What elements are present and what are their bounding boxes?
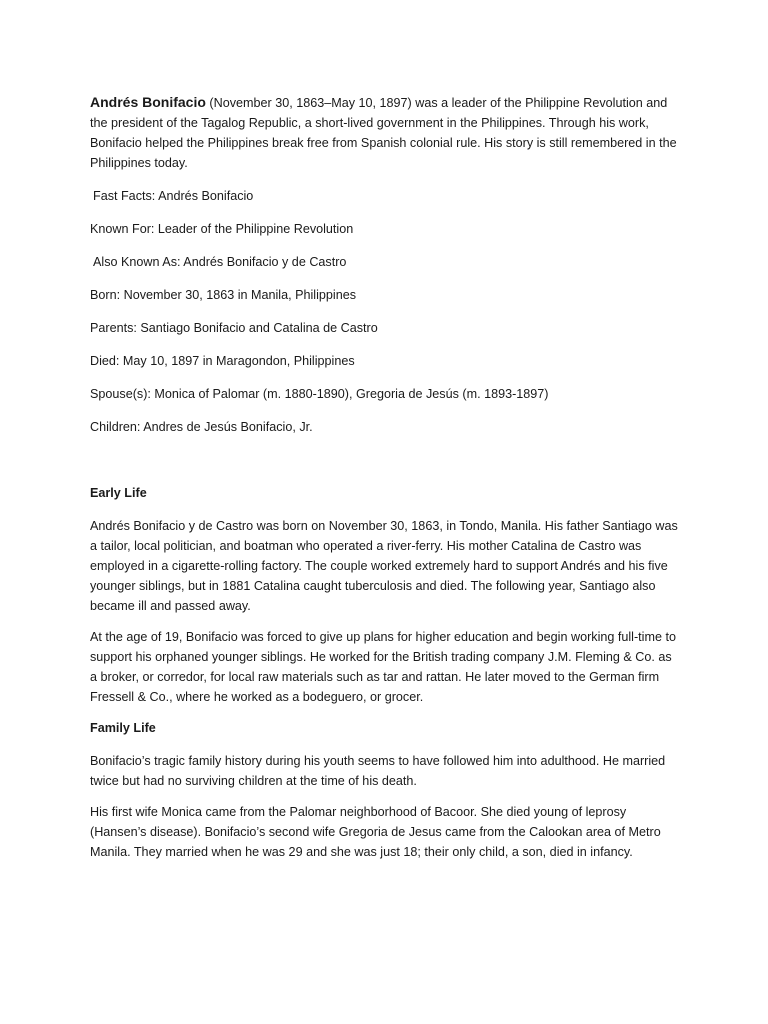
intro-text: (November 30, 1863–May 10, 1897) was a leader of the Philippine Revolution and the president of the Tagalog Republic, a short-lived government in the Philippines. Through his work, Bonifacio helped the Philippines break free from Spanish colonial rule. His story is still remembered in the Philippines today. bbox=[90, 96, 677, 170]
fact-known-for: Known For: Leader of the Philippine Revolution bbox=[90, 222, 354, 236]
heading-family-life: Family Life bbox=[90, 721, 156, 735]
section-spacer bbox=[90, 450, 680, 483]
fact-children: Children: Andres de Jesús Bonifacio, Jr. bbox=[90, 420, 313, 434]
early-life-paragraph-2: At the age of 19, Bonifacio was forced to give up plans for higher education and begin working full-time to support his orphaned younger siblings. He worked for the British trading company J.M. Fleming & Co. as a broker, or corredor, for local raw materials such as tar and rattan. He later moved to the German firm Fressell & Co., where he worked as a bodeguero, or grocer. bbox=[90, 630, 676, 704]
fast-facts-title: Fast Facts: Andrés Bonifacio bbox=[93, 189, 254, 203]
fact-parents: Parents: Santiago Bonifacio and Catalina de Castro bbox=[90, 321, 378, 335]
early-life-paragraph-1: Andrés Bonifacio y de Castro was born on November 30, 1863, in Tondo, Manila. His father Santiago was a tailor, local politician, and boatman who operated a river-ferry. His mother Catalina de Castro was employed in a cigarette-rolling factory. The couple worked extremely hard to support Andrés and his five younger siblings, but in 1881 Catalina caught tuberculosis and died. The following year, Santiago also became ill and passed away. bbox=[90, 519, 678, 613]
subject-name: Andrés Bonifacio bbox=[90, 94, 206, 110]
fact-also-known-as: Also Known As: Andrés Bonifacio y de Castro bbox=[93, 255, 347, 269]
family-life-paragraph-2: His first wife Monica came from the Palomar neighborhood of Bacoor. She died young of leprosy (Hansen’s disease). Bonifacio’s second wife Gregoria de Jesus came from the Calookan area of Metro Manila. They married when he was 29 and she was just 18; their only child, a son, died in infancy. bbox=[90, 805, 661, 859]
intro-paragraph bbox=[90, 92, 680, 173]
heading-early-life: Early Life bbox=[90, 486, 147, 500]
fact-spouses: Spouse(s): Monica of Palomar (m. 1880-1890), Gregoria de Jesús (m. 1893-1897) bbox=[90, 387, 549, 401]
family-life-paragraph-1: Bonifacio’s tragic family history during his youth seems to have followed him into adulthood. He married twice but had no surviving children at the time of his death. bbox=[90, 754, 666, 788]
fact-died: Died: May 10, 1897 in Maragondon, Philippines bbox=[90, 354, 355, 368]
fact-born: Born: November 30, 1863 in Manila, Philippines bbox=[90, 288, 357, 302]
document-page bbox=[90, 92, 680, 873]
